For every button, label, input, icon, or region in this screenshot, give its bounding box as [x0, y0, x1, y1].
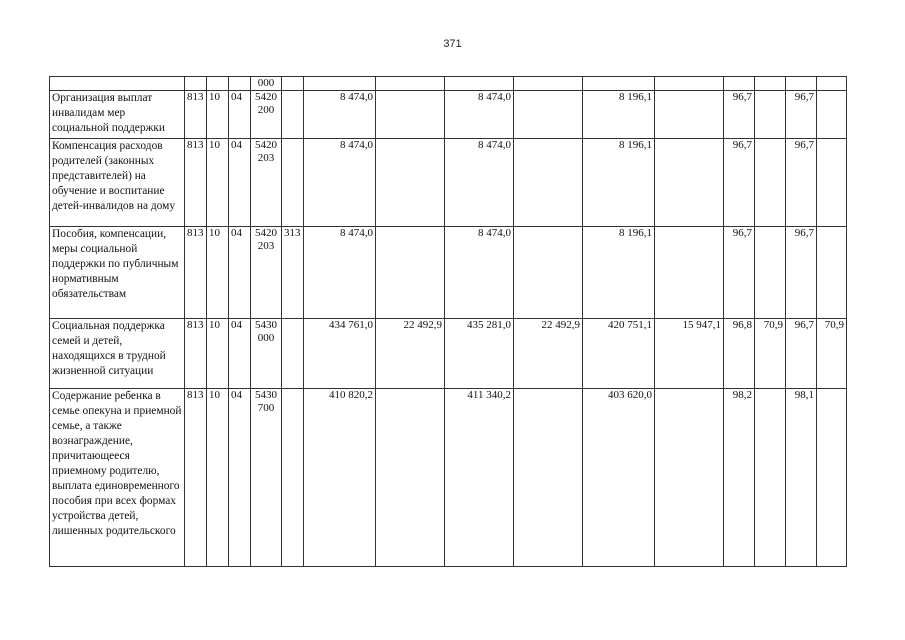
- page-number: 371: [443, 38, 462, 50]
- pct-refined-total-cell: 96,7: [786, 319, 817, 389]
- subsection-cell: [229, 77, 251, 91]
- vr-cell: [282, 389, 304, 567]
- plan-federal-cell: [376, 389, 445, 567]
- pct-refined-total-cell: 96,7: [786, 227, 817, 319]
- vr-cell: [282, 139, 304, 227]
- table-row: [50, 227, 847, 319]
- table-row: [50, 139, 847, 227]
- refined-total-cell: [445, 77, 514, 91]
- name-cell: Пособия, компенсации, меры социальной поддержки по публичным нормативным обязательствам: [50, 227, 185, 319]
- refined-total-cell: 8 474,0: [445, 91, 514, 139]
- budget-execution-table: [49, 76, 847, 567]
- section-cell: [207, 77, 229, 91]
- pct-plan-total-cell: 96,7: [724, 139, 755, 227]
- name-cell: Организация выплат инвалидам мер социальной поддержки: [50, 91, 185, 139]
- csr-cell: 5420 200: [251, 91, 282, 139]
- pct-plan-federal-cell: [755, 91, 786, 139]
- pct-plan-federal-cell: [755, 139, 786, 227]
- section-cell: 10: [207, 91, 229, 139]
- refined-total-cell: 435 281,0: [445, 319, 514, 389]
- executed-federal-cell: [655, 91, 724, 139]
- pct-plan-federal-cell: 70,9: [755, 319, 786, 389]
- ministry-cell: 813: [185, 389, 207, 567]
- section-cell: 10: [207, 319, 229, 389]
- ministry-cell: 813: [185, 139, 207, 227]
- pct-refined-federal-cell: [817, 389, 847, 567]
- pct-refined-federal-cell: 70,9: [817, 319, 847, 389]
- refined-total-cell: 411 340,2: [445, 389, 514, 567]
- refined-total-cell: 8 474,0: [445, 227, 514, 319]
- name-cell: Социальная поддержка семей и детей, находящихся в трудной жизненной ситуации: [50, 319, 185, 389]
- name-cell: Содержание ребенка в семье опекуна и приемной семье, а также вознаграждение, причитающееся приемному родителю, выплата единовременного пособия при всех формах устройства детей, лишенных родительского: [50, 389, 185, 567]
- section-cell: 10: [207, 389, 229, 567]
- pct-refined-total-cell: [786, 77, 817, 91]
- subsection-cell: 04: [229, 91, 251, 139]
- pct-plan-total-cell: 96,7: [724, 91, 755, 139]
- name-cell: Компенсация расходов родителей (законных представителей) на обучение и воспитание детей-инвалидов на дому: [50, 139, 185, 227]
- refined-federal-cell: [514, 139, 583, 227]
- table-row: [50, 389, 847, 567]
- pct-plan-total-cell: 96,7: [724, 227, 755, 319]
- ministry-cell: [185, 77, 207, 91]
- executed-total-cell: [583, 77, 655, 91]
- plan-total-cell: 410 820,2: [304, 389, 376, 567]
- refined-federal-cell: 22 492,9: [514, 319, 583, 389]
- table-row: [50, 91, 847, 139]
- table-row-continuation: [50, 77, 847, 91]
- pct-refined-federal-cell: [817, 227, 847, 319]
- vr-cell: 313: [282, 227, 304, 319]
- pct-plan-total-cell: 98,2: [724, 389, 755, 567]
- pct-plan-federal-cell: [755, 77, 786, 91]
- pct-refined-total-cell: 96,7: [786, 139, 817, 227]
- subsection-cell: 04: [229, 139, 251, 227]
- subsection-cell: 04: [229, 389, 251, 567]
- refined-total-cell: 8 474,0: [445, 139, 514, 227]
- pct-plan-total-cell: 96,8: [724, 319, 755, 389]
- plan-federal-cell: 22 492,9: [376, 319, 445, 389]
- plan-total-cell: 8 474,0: [304, 227, 376, 319]
- refined-federal-cell: [514, 389, 583, 567]
- ministry-cell: 813: [185, 227, 207, 319]
- vr-cell: [282, 77, 304, 91]
- executed-total-cell: 8 196,1: [583, 139, 655, 227]
- pct-refined-federal-cell: [817, 139, 847, 227]
- executed-total-cell: 8 196,1: [583, 91, 655, 139]
- csr-cell: 5430 000: [251, 319, 282, 389]
- section-cell: 10: [207, 139, 229, 227]
- pct-refined-total-cell: 98,1: [786, 389, 817, 567]
- pct-plan-federal-cell: [755, 227, 786, 319]
- executed-federal-cell: [655, 389, 724, 567]
- plan-federal-cell: [376, 227, 445, 319]
- executed-total-cell: 420 751,1: [583, 319, 655, 389]
- plan-federal-cell: [376, 77, 445, 91]
- plan-federal-cell: [376, 139, 445, 227]
- pct-refined-federal-cell: [817, 91, 847, 139]
- executed-total-cell: 403 620,0: [583, 389, 655, 567]
- executed-federal-cell: [655, 227, 724, 319]
- refined-federal-cell: [514, 91, 583, 139]
- csr-cell: 5420 203: [251, 139, 282, 227]
- pct-refined-total-cell: 96,7: [786, 91, 817, 139]
- name-cell: [50, 77, 185, 91]
- refined-federal-cell: [514, 77, 583, 91]
- ministry-cell: 813: [185, 319, 207, 389]
- plan-total-cell: 8 474,0: [304, 139, 376, 227]
- executed-federal-cell: [655, 139, 724, 227]
- vr-cell: [282, 91, 304, 139]
- csr-cell: 000: [251, 77, 282, 91]
- plan-federal-cell: [376, 91, 445, 139]
- plan-total-cell: 434 761,0: [304, 319, 376, 389]
- refined-federal-cell: [514, 227, 583, 319]
- executed-federal-cell: [655, 77, 724, 91]
- csr-cell: 5420 203: [251, 227, 282, 319]
- subsection-cell: 04: [229, 227, 251, 319]
- subsection-cell: 04: [229, 319, 251, 389]
- csr-cell: 5430 700: [251, 389, 282, 567]
- executed-federal-cell: 15 947,1: [655, 319, 724, 389]
- pct-plan-federal-cell: [755, 389, 786, 567]
- section-cell: 10: [207, 227, 229, 319]
- table-row: [50, 319, 847, 389]
- ministry-cell: 813: [185, 91, 207, 139]
- executed-total-cell: 8 196,1: [583, 227, 655, 319]
- plan-total-cell: [304, 77, 376, 91]
- vr-cell: [282, 319, 304, 389]
- pct-refined-federal-cell: [817, 77, 847, 91]
- pct-plan-total-cell: [724, 77, 755, 91]
- plan-total-cell: 8 474,0: [304, 91, 376, 139]
